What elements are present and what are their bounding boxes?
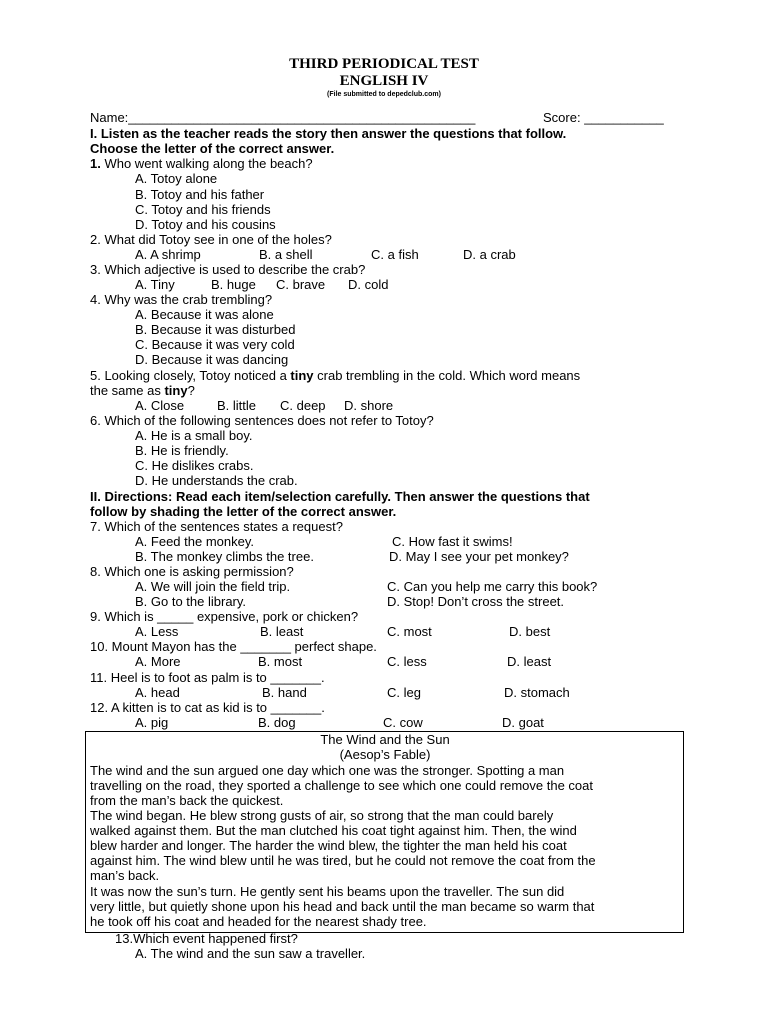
q3-choice-c[interactable]: C. brave xyxy=(276,277,326,292)
q11-choice-a[interactable]: A. head xyxy=(135,685,180,700)
q6-choice-c[interactable]: C. He dislikes crabs. xyxy=(135,458,254,473)
q2-choice-c[interactable]: C. a fish xyxy=(371,247,419,262)
q11-choice-c[interactable]: C. leg xyxy=(387,685,421,700)
q1-choice-b[interactable]: B. Totoy and his father xyxy=(135,187,265,202)
story-line: blew harder and longer. The harder the wind blew, the tighter the man held his coat xyxy=(90,838,567,853)
story-line: travelling on the road, they sported a challenge to see which one could remove the coat xyxy=(90,778,593,793)
question-9: 9. Which is _____ expensive, pork or chicken? xyxy=(90,609,359,624)
q1-choice-d[interactable]: D. Totoy and his cousins xyxy=(135,217,276,232)
q11-choice-d[interactable]: D. stomach xyxy=(504,685,570,700)
q6-choice-b[interactable]: B. He is friendly. xyxy=(135,443,229,458)
q13-choice-a[interactable]: A. The wind and the sun saw a traveller. xyxy=(135,946,366,961)
question-12: 12. A kitten is to cat as kid is to _______. xyxy=(90,700,325,715)
q12-choice-b[interactable]: B. dog xyxy=(258,715,296,730)
q12-choice-d[interactable]: D. goat xyxy=(502,715,544,730)
q9-choice-c[interactable]: C. most xyxy=(387,624,432,639)
question-1-number: 1. xyxy=(90,156,101,171)
q3-choice-b[interactable]: B. huge xyxy=(211,277,256,292)
q5-choice-d[interactable]: D. shore xyxy=(344,398,394,413)
part2-directions-line1: II. Directions: Read each item/selection carefully. Then answer the questions that xyxy=(90,489,590,504)
q5-text-b: crab trembling in the cold. Which word means xyxy=(313,368,581,383)
q12-choice-a[interactable]: A. pig xyxy=(135,715,169,730)
q4-choice-d[interactable]: D. Because it was dancing xyxy=(135,352,289,367)
q5-choice-c[interactable]: C. deep xyxy=(280,398,326,413)
part2-directions-line2: follow by shading the letter of the correct answer. xyxy=(90,504,397,519)
score-label: Score: xyxy=(543,110,581,125)
score-field xyxy=(543,110,664,125)
q4-choice-a[interactable]: A. Because it was alone xyxy=(135,307,274,322)
q5-text-c: the same as xyxy=(90,383,165,398)
q3-choice-a[interactable]: A. Tiny xyxy=(135,277,175,292)
test-title: THIRD PERIODICAL TEST xyxy=(289,56,479,72)
story-source: (Aesop’s Fable) xyxy=(339,747,431,762)
q8-choice-b[interactable]: B. Go to the library. xyxy=(135,594,247,609)
source-note: (File submitted to depedclub.com) xyxy=(327,91,441,98)
question-5-line1 xyxy=(90,368,690,383)
q5-text-a: 5. Looking closely, Totoy noticed a xyxy=(90,368,291,383)
story-line: from the man’s back the quickest. xyxy=(90,793,284,808)
q10-choice-c[interactable]: C. less xyxy=(387,654,427,669)
name-label: Name: xyxy=(90,110,129,125)
q7-choice-c[interactable]: C. How fast it swims! xyxy=(392,534,513,549)
q5-keyword: tiny xyxy=(290,368,314,383)
q4-choice-c[interactable]: C. Because it was very cold xyxy=(135,337,295,352)
q6-choice-d[interactable]: D. He understands the crab. xyxy=(135,473,298,488)
question-13: 13.Which event happened first? xyxy=(115,931,298,946)
q8-choice-a[interactable]: A. We will join the field trip. xyxy=(135,579,291,594)
q10-choice-d[interactable]: D. least xyxy=(507,654,552,669)
question-3: 3. Which adjective is used to describe the crab? xyxy=(90,262,366,277)
test-subject: ENGLISH IV xyxy=(339,73,429,89)
story-line: against him. The wind blew until he was tired, but he could not remove the coat from the xyxy=(90,853,596,868)
q9-choice-b[interactable]: B. least xyxy=(260,624,304,639)
story-title: The Wind and the Sun xyxy=(320,732,450,747)
q5-keyword-repeat: tiny xyxy=(164,383,188,398)
q3-choice-d[interactable]: D. cold xyxy=(348,277,389,292)
question-10: 10. Mount Mayon has the _______ perfect shape. xyxy=(90,639,377,654)
q4-choice-b[interactable]: B. Because it was disturbed xyxy=(135,322,296,337)
question-6: 6. Which of the following sentences does not refer to Totoy? xyxy=(90,413,434,428)
q9-choice-d[interactable]: D. best xyxy=(509,624,551,639)
q2-choice-b[interactable]: B. a shell xyxy=(259,247,313,262)
q10-choice-b[interactable]: B. most xyxy=(258,654,303,669)
question-8: 8. Which one is asking permission? xyxy=(90,564,294,579)
question-7: 7. Which of the sentences states a request? xyxy=(90,519,343,534)
story-line: The wind began. He blew strong gusts of air, so strong that the man could barely xyxy=(90,808,554,823)
question-4: 4. Why was the crab trembling? xyxy=(90,292,273,307)
q12-choice-c[interactable]: C. cow xyxy=(383,715,423,730)
question-5-line2 xyxy=(90,383,690,398)
q7-choice-b[interactable]: B. The monkey climbs the tree. xyxy=(135,549,314,564)
q1-choice-c[interactable]: C. Totoy and his friends xyxy=(135,202,271,217)
q5-choice-a[interactable]: A. Close xyxy=(135,398,185,413)
q8-choice-c[interactable]: C. Can you help me carry this book? xyxy=(387,579,598,594)
q2-choice-d[interactable]: D. a crab xyxy=(463,247,516,262)
q9-choice-a[interactable]: A. Less xyxy=(135,624,179,639)
name-blank: ________________________________________________ xyxy=(128,110,476,125)
q11-choice-b[interactable]: B. hand xyxy=(262,685,307,700)
q7-choice-a[interactable]: A. Feed the monkey. xyxy=(135,534,254,549)
question-2: 2. What did Totoy see in one of the holes? xyxy=(90,232,332,247)
q5-choice-b[interactable]: B. little xyxy=(217,398,257,413)
story-line: he took off his coat and headed for the nearest shady tree. xyxy=(90,914,427,929)
q1-choice-a[interactable]: A. Totoy alone xyxy=(135,171,218,186)
part1-directions-line1: I. Listen as the teacher reads the story then answer the questions that follow. xyxy=(90,126,567,141)
q7-choice-d[interactable]: D. May I see your pet monkey? xyxy=(389,549,569,564)
q8-choice-d[interactable]: D. Stop! Don’t cross the street. xyxy=(387,594,565,609)
question-11: 11. Heel is to foot as palm is to _______. xyxy=(90,670,325,685)
story-line: It was now the sun’s turn. He gently sent his beams upon the traveller. The sun did xyxy=(90,884,565,899)
story-line: walked against them. But the man clutched his coat tight against him. Then, the wind xyxy=(90,823,577,838)
q2-choice-a[interactable]: A. A shrimp xyxy=(135,247,201,262)
part1-directions-line2: Choose the letter of the correct answer. xyxy=(90,141,335,156)
question-1 xyxy=(90,156,690,171)
score-blank: ___________ xyxy=(584,110,664,125)
q5-text-d: ? xyxy=(187,383,195,398)
q10-choice-a[interactable]: A. More xyxy=(135,654,181,669)
q6-choice-a[interactable]: A. He is a small boy. xyxy=(135,428,253,443)
story-line: very little, but quietly shone upon his head and back until the man became so warm that xyxy=(90,899,595,914)
story-line: The wind and the sun argued one day which one was the stronger. Spotting a man xyxy=(90,763,565,778)
story-line: man’s back. xyxy=(90,868,160,883)
question-1-text: Who went walking along the beach? xyxy=(104,156,313,171)
